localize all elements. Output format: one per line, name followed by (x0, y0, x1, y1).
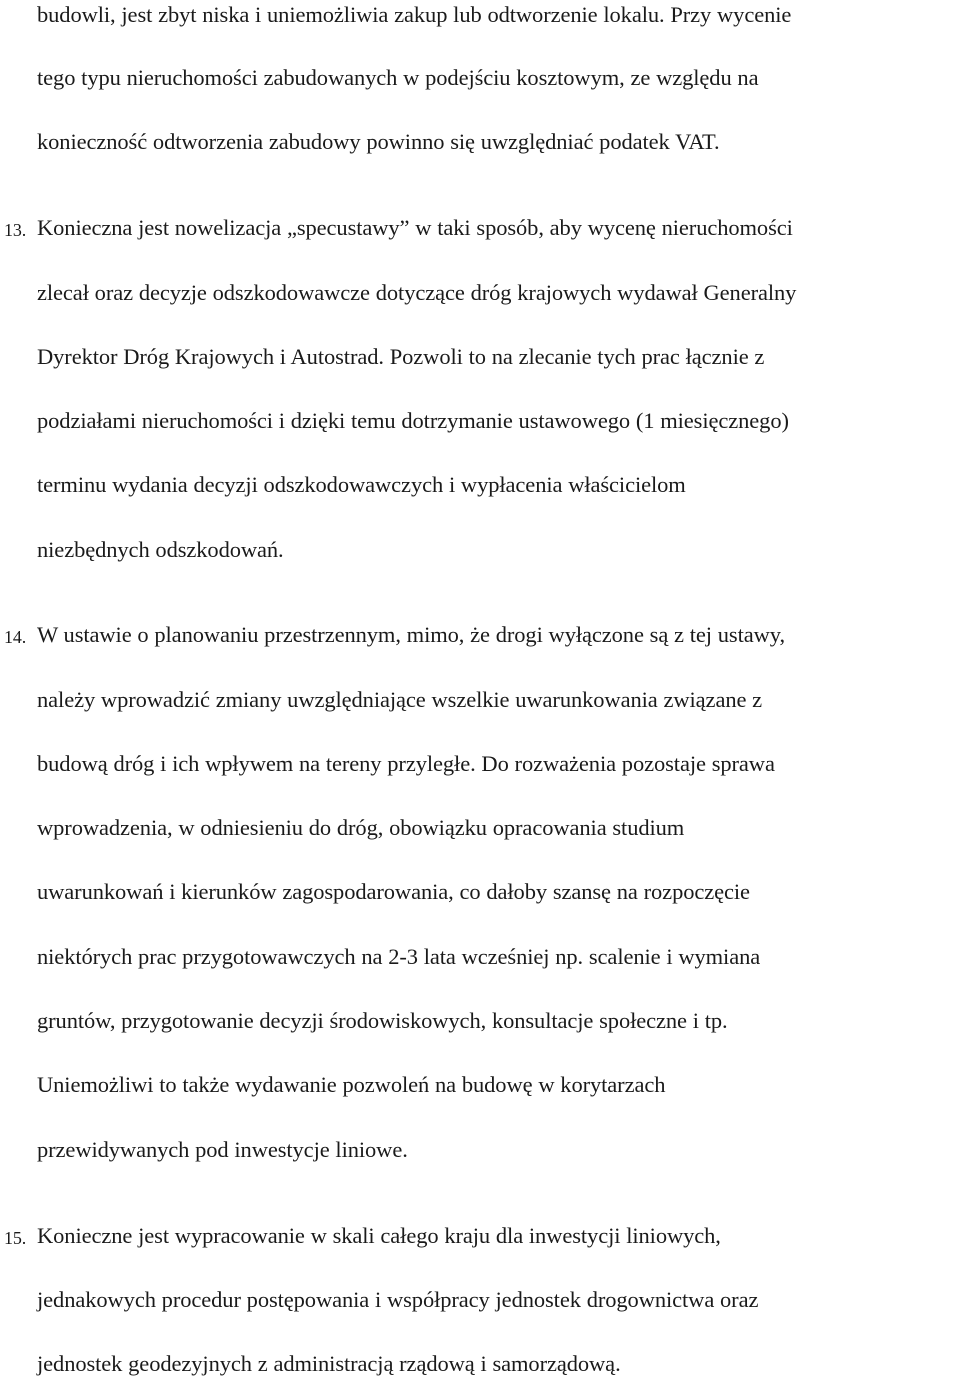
item-line: przewidywanych pod inwestycje liniowe. (37, 1137, 408, 1162)
item-line: Konieczna jest nowelizacja „specustawy” w taki sposób, aby wycenę nieruchomości (37, 215, 793, 240)
item-number: 15. (4, 1228, 27, 1248)
item-number: 14. (4, 627, 27, 647)
intro-line: tego typu nieruchomości zabudowanych w podejściu kosztowym, ze względu na (37, 65, 759, 90)
item-line: jednostek geodezyjnych z administracją rządową i samorządową. (37, 1351, 621, 1376)
item-line: Uniemożliwi to także wydawanie pozwoleń na budowę w korytarzach (37, 1072, 666, 1097)
item-line: jednakowych procedur postępowania i współpracy jednostek drogownictwa oraz (37, 1287, 759, 1312)
item-line: zlecał oraz decyzje odszkodowawcze dotyczące dróg krajowych wydawał Generalny (37, 280, 797, 305)
item-line: budową dróg i ich wpływem na tereny przyległe. Do rozważenia pozostaje sprawa (37, 751, 775, 776)
item-line: W ustawie o planowaniu przestrzennym, mimo, że drogi wyłączone są z tej ustawy, (37, 622, 785, 647)
item-line: niektórych prac przygotowawczych na 2-3 lata wcześniej np. scalenie i wymiana (37, 944, 761, 969)
item-line: Dyrektor Dróg Krajowych i Autostrad. Pozwoli to na zlecanie tych prac łącznie z (37, 344, 765, 369)
item-line: terminu wydania decyzji odszkodowawczych i wypłacenia właścicielom (37, 472, 686, 497)
item-line: gruntów, przygotowanie decyzji środowiskowych, konsultacje społeczne i tp. (37, 1008, 728, 1033)
intro-line: konieczność odtworzenia zabudowy powinno się uwzględniać podatek VAT. (37, 129, 720, 154)
item-line: należy wprowadzić zmiany uwzględniające wszelkie uwarunkowania związane z (37, 687, 763, 712)
item-line: Konieczne jest wypracowanie w skali całego kraju dla inwestycji liniowych, (37, 1223, 721, 1248)
intro-line: budowli, jest zbyt niska i uniemożliwia zakup lub odtworzenie lokalu. Przy wycenie (37, 2, 792, 27)
item-number: 13. (4, 220, 27, 240)
item-line: podziałami nieruchomości i dzięki temu dotrzymanie ustawowego (1 miesięcznego) (37, 408, 789, 433)
item-line: uwarunkowań i kierunków zagospodarowania, co dałoby szansę na rozpoczęcie (37, 879, 750, 904)
item-line: wprowadzenia, w odniesieniu do dróg, obowiązku opracowania studium (37, 815, 685, 840)
item-line: niezbędnych odszkodowań. (37, 537, 284, 562)
